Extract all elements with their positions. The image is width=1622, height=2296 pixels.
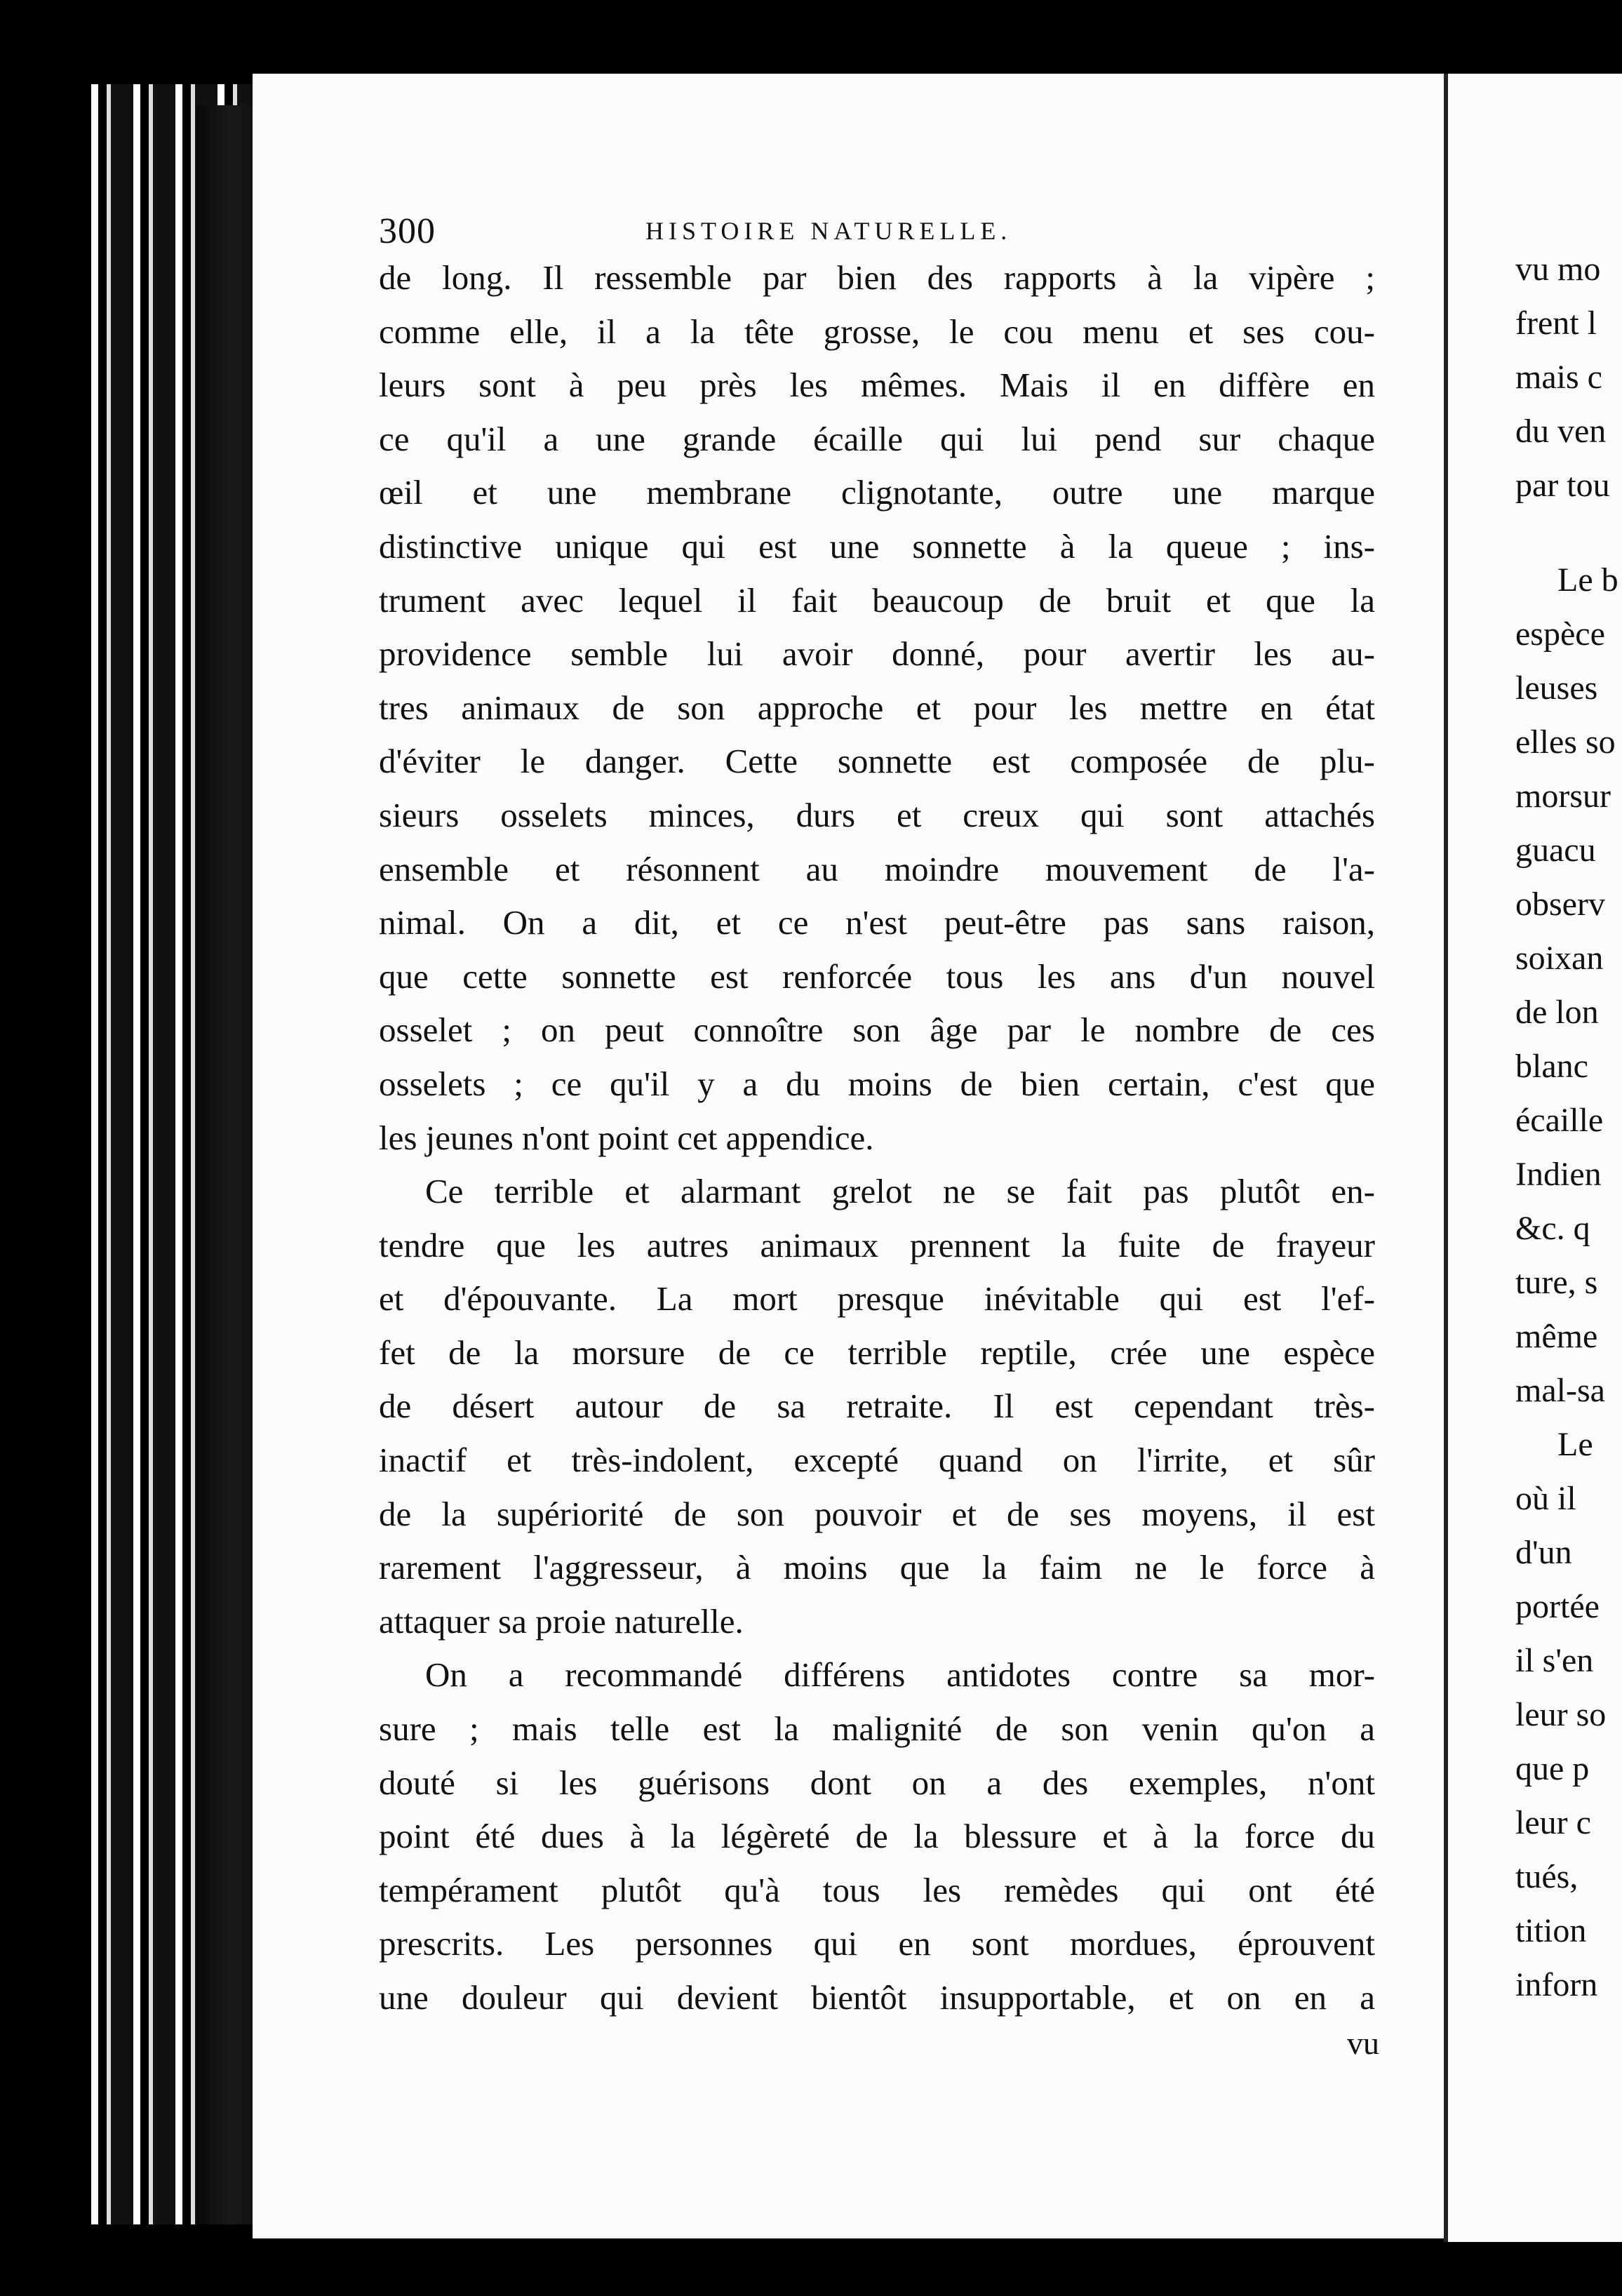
facing-line: leuses — [1515, 669, 1598, 707]
text-line: leurs sont à peu près les mêmes. Mais il en diffère en — [379, 366, 1375, 405]
text-line: œil et une membrane clignotante, outre une marque — [379, 473, 1375, 512]
text-line: nimal. On a dit, et ce n'est peut-être pas sans raison, — [379, 903, 1375, 942]
facing-line: que p — [1515, 1750, 1590, 1787]
facing-line: même — [1515, 1318, 1598, 1355]
text-line: tendre que les autres animaux prennent la fuite de frayeur — [379, 1225, 1375, 1264]
facing-line: vu mo — [1515, 251, 1601, 288]
facing-line: ture, s — [1515, 1264, 1598, 1301]
facing-line: observ — [1515, 886, 1605, 923]
text-line: que cette sonnette est renforcée tous les ans d'un nouvel — [379, 956, 1375, 996]
facing-line: elles so — [1515, 723, 1616, 761]
facing-line: il s'en — [1515, 1642, 1594, 1679]
text-line: fet de la morsure de ce terrible reptile, crée une espèce — [379, 1333, 1375, 1372]
text-line: de désert autour de sa retraite. Il est cependant très- — [379, 1387, 1375, 1426]
running-title: HISTOIRE NATURELLE. — [645, 217, 1012, 245]
facing-line: du ven — [1515, 413, 1607, 450]
facing-line: espèce — [1515, 615, 1605, 653]
text-line: de long. Il ressemble par bien des rapports à la vipère ; — [379, 258, 1375, 297]
text-line: comme elle, il a la tête grosse, le cou menu et ses cou- — [379, 312, 1375, 351]
text-line: prescrits. Les personnes qui en sont mordues, éprouvent — [379, 1924, 1375, 1963]
facing-line: leur c — [1515, 1804, 1591, 1841]
facing-line: morsur — [1515, 777, 1611, 815]
catchword: vu — [1347, 2025, 1379, 2061]
facing-line: leur so — [1515, 1696, 1607, 1733]
facing-line: Indien — [1515, 1156, 1602, 1193]
facing-line: Le — [1557, 1426, 1593, 1463]
text-line: inactif et très-indolent, excepté quand on l'irrite, et sûr — [379, 1441, 1375, 1480]
facing-line: tués, — [1515, 1858, 1579, 1895]
facing-line: inforn — [1515, 1966, 1598, 2003]
text-line: osselets ; ce qu'il y a du moins de bien certain, c'est que — [379, 1064, 1375, 1103]
text-line: Ce terrible et alarmant grelot ne se fait pas plutôt en- — [425, 1172, 1375, 1211]
facing-line: guacu — [1515, 832, 1596, 869]
body-text — [379, 251, 1375, 2025]
text-line: sieurs osselets minces, durs et creux qui sont attachés — [379, 795, 1375, 834]
text-line: trument avec lequel il fait beaucoup de bruit et que la — [379, 580, 1375, 620]
text-line: ce qu'il a une grande écaille qui lui pend sur chaque — [379, 419, 1375, 458]
text-line: rarement l'aggresseur, à moins que la faim ne le force à — [379, 1548, 1375, 1587]
text-line: point été dues à la légèreté de la blessure et à la force du — [379, 1817, 1375, 1856]
facing-line: écaille — [1515, 1102, 1604, 1139]
facing-line: de lon — [1515, 994, 1599, 1031]
text-line: sure ; mais telle est la malignité de son venin qu'on a — [379, 1709, 1375, 1749]
facing-line: frent l — [1515, 305, 1597, 342]
text-line: douté si les guérisons dont on a des exemples, n'ont — [379, 1763, 1375, 1802]
text-line: On a recommandé différens antidotes contre sa mor- — [425, 1655, 1375, 1695]
text-line: osselet ; on peut connoître son âge par le nombre de ces — [379, 1010, 1375, 1050]
facing-line: d'un — [1515, 1534, 1572, 1571]
facing-line: mal-sa — [1515, 1372, 1605, 1409]
text-line: tempérament plutôt qu'à tous les remèdes qui ont été — [379, 1870, 1375, 1909]
facing-line: mais c — [1515, 359, 1602, 396]
facing-line: soixan — [1515, 940, 1604, 977]
text-line: distinctive unique qui est une sonnette à la queue ; ins- — [379, 526, 1375, 566]
text-line: une douleur qui devient bientôt insupportable, et on en a — [379, 1978, 1375, 2017]
text-line: d'éviter le danger. Cette sonnette est composée de plu- — [379, 742, 1375, 781]
text-line: tres animaux de son approche et pour les mettre en état — [379, 688, 1375, 727]
facing-line: Le b — [1557, 561, 1618, 599]
facing-line: tition — [1515, 1912, 1587, 1949]
text-line: providence semble lui avoir donné, pour avertir les au- — [379, 634, 1375, 674]
text-line: et d'épouvante. La mort presque inévitable qui est l'ef- — [379, 1279, 1375, 1319]
facing-page-text — [1515, 242, 1622, 2012]
text-line: ensemble et résonnent au moindre mouvement de l'a- — [379, 849, 1375, 888]
facing-line: blanc — [1515, 1048, 1588, 1085]
text-line: les jeunes n'ont point cet appendice. — [379, 1118, 874, 1157]
facing-line: par tou — [1515, 467, 1610, 504]
facing-line: &c. q — [1515, 1210, 1590, 1247]
facing-line: où il — [1515, 1480, 1576, 1517]
facing-line: portée — [1515, 1588, 1600, 1625]
text-line: attaquer sa proie naturelle. — [379, 1601, 744, 1641]
text-line: de la supériorité de son pouvoir et de ses moyens, il est — [379, 1494, 1375, 1533]
page-number: 300 — [379, 211, 436, 251]
